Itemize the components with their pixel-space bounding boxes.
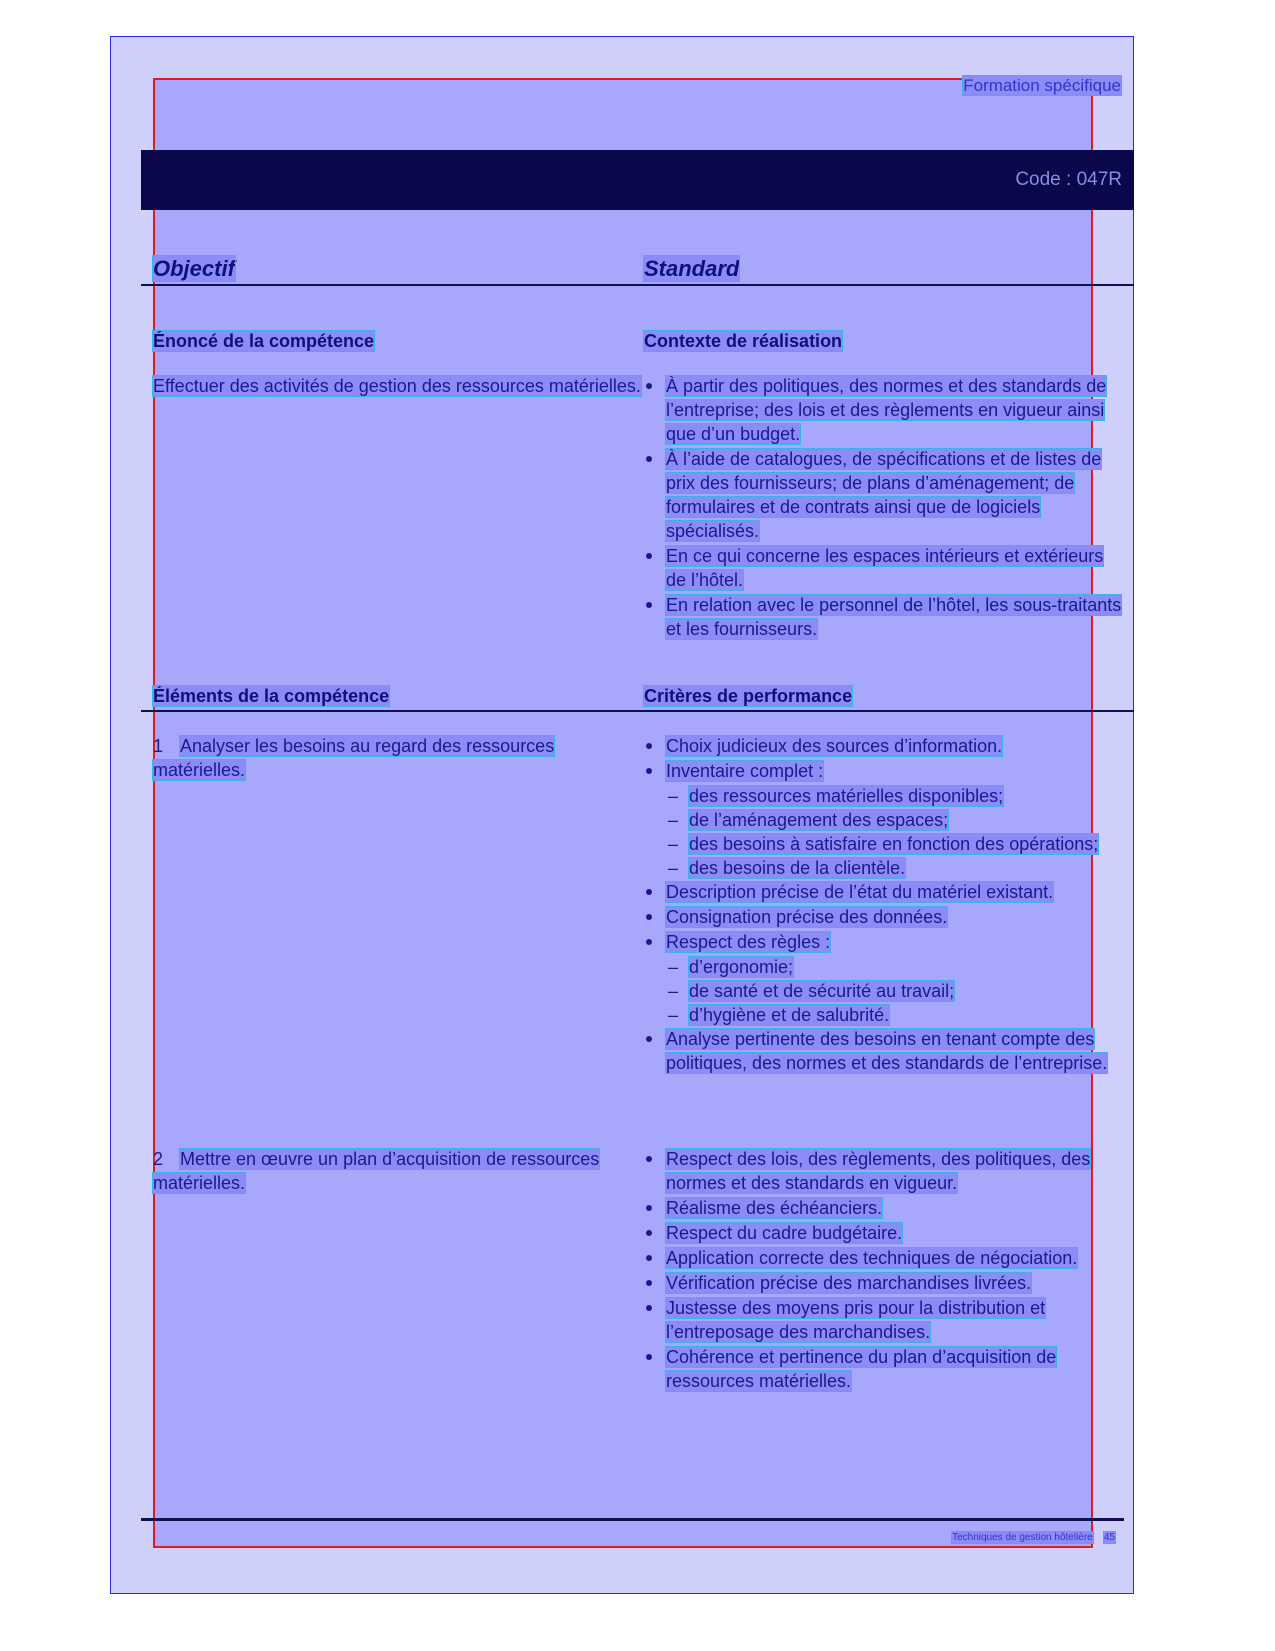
- formation-label: Formation spécifique: [963, 76, 1121, 95]
- footer-program: Techniques de gestion hôtelière: [952, 1532, 1093, 1543]
- list-item: En ce qui concerne les espaces intérieurs et extérieurs de l’hôtel.: [644, 544, 1124, 592]
- list-item: Réalisme des échéanciers.: [644, 1196, 1124, 1220]
- title-rule: [141, 284, 1134, 286]
- enonce-heading: Énoncé de la compétence: [153, 331, 375, 351]
- list-item: Application correcte des techniques de négociation.: [644, 1246, 1124, 1270]
- elements-rule: [141, 710, 1134, 712]
- competence-statement: Effectuer des activités de gestion des ressources matérielles.: [153, 376, 641, 396]
- list-item: Cohérence et pertinence du plan d’acquisition de ressources matérielles.: [644, 1345, 1124, 1393]
- sub-item: – des ressources matérielles disponibles;: [644, 784, 1124, 808]
- standard-title: Standard: [644, 256, 740, 281]
- footer: [952, 1532, 1115, 1543]
- footer-rule: [141, 1518, 1124, 1521]
- header-banner: [141, 150, 1134, 210]
- criteria-2-list: [644, 1147, 1124, 1394]
- list-item: Consignation précise des données.: [644, 905, 1124, 929]
- page-number: 45: [1103, 1532, 1115, 1543]
- element-number: 2: [153, 1149, 164, 1169]
- list-item: À partir des politiques, des normes et des standards de l’entreprise; des lois et des règlements en vigueur ainsi que d’un budget.: [644, 374, 1124, 446]
- elements-heading: Éléments de la compétence: [153, 686, 390, 706]
- criteria-1-list: [644, 734, 1124, 1076]
- list-item: Description précise de l’état du matériel existant.: [644, 880, 1124, 904]
- sub-item: – d’ergonomie;: [644, 955, 1124, 979]
- list-item: Respect des lois, des règlements, des politiques, des normes et des standards en vigueur.: [644, 1147, 1124, 1195]
- contexte-heading: Contexte de réalisation: [644, 331, 843, 351]
- sub-item: – de l’aménagement des espaces;: [644, 808, 1124, 832]
- sub-item: – de santé et de sécurité au travail;: [644, 979, 1124, 1003]
- objectif-title: Objectif: [153, 256, 235, 281]
- criteres-heading: Critères de performance: [644, 686, 853, 706]
- sub-item: – des besoins de la clientèle.: [644, 856, 1124, 880]
- sub-item: – des besoins à satisfaire en fonction des opérations;: [644, 832, 1124, 856]
- element-2: 2 Mettre en œuvre un plan d’acquisition de ressources matérielles.: [153, 1149, 600, 1193]
- sub-item: – d’hygiène et de salubrité.: [644, 1003, 1124, 1027]
- list-item: Respect des règles :: [644, 930, 1124, 954]
- list-item: Inventaire complet :: [644, 759, 1124, 783]
- list-item: À l’aide de catalogues, de spécifications et de listes de prix des fournisseurs; de plans d’aménagement; de formulaires et de contrats ainsi que de logiciels spécialisés.: [644, 447, 1124, 543]
- element-1: 1 Analyser les besoins au regard des ressources matérielles.: [153, 736, 555, 780]
- list-item: Respect du cadre budgétaire.: [644, 1221, 1124, 1245]
- list-item: En relation avec le personnel de l’hôtel, les sous-traitants et les fournisseurs.: [644, 593, 1124, 641]
- list-item: Justesse des moyens pris pour la distribution et l’entreposage des marchandises.: [644, 1296, 1124, 1344]
- element-number: 1: [153, 736, 164, 756]
- list-item: Vérification précise des marchandises livrées.: [644, 1271, 1124, 1295]
- course-code: Code : 047R: [1015, 169, 1122, 190]
- list-item: Choix judicieux des sources d’information.: [644, 734, 1124, 758]
- context-list: [644, 374, 1124, 642]
- list-item: Analyse pertinente des besoins en tenant compte des politiques, des normes et des standards de l’entreprise.: [644, 1027, 1124, 1075]
